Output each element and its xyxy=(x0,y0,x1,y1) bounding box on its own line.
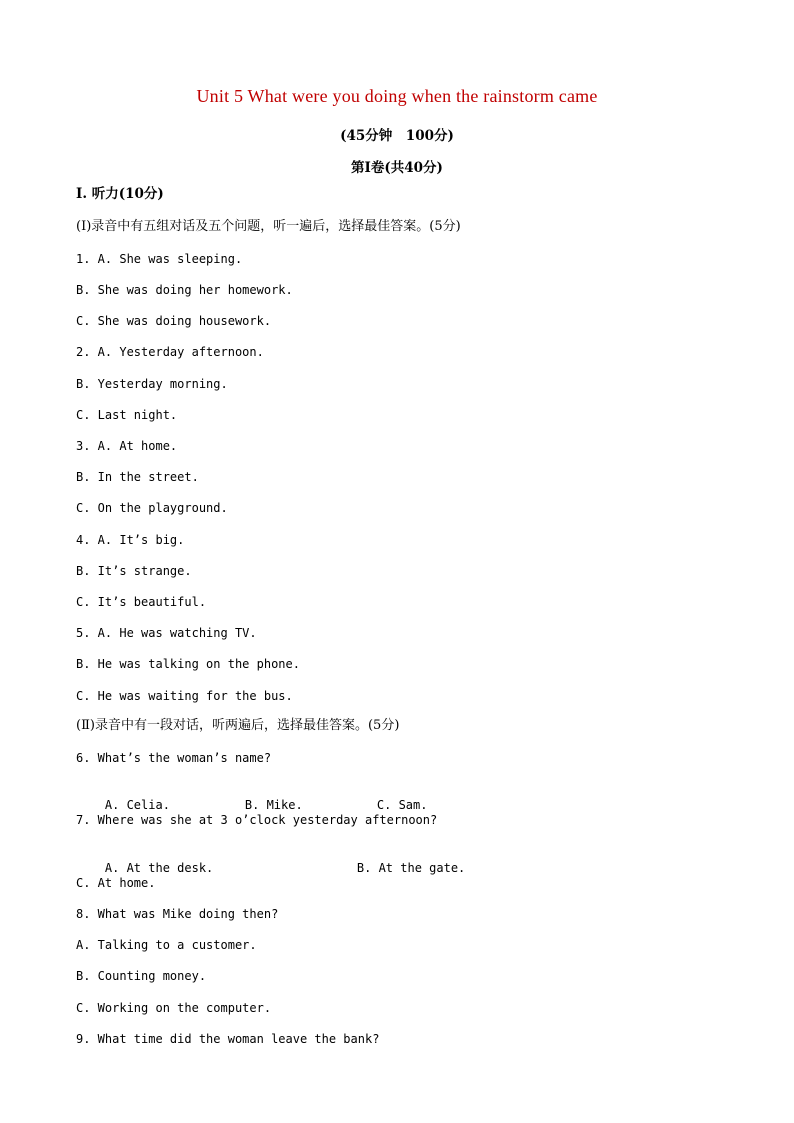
q4-option-a: 4. A. It’s big. xyxy=(76,533,185,547)
q6-option-a: A. Celia. xyxy=(104,798,170,812)
q8-stem: 8. What was Mike doing then? xyxy=(76,907,279,921)
q1-option-a: 1. A. She was sleeping. xyxy=(76,252,243,266)
q2-option-a: 2. A. Yesterday afternoon. xyxy=(76,345,264,359)
section-heading-listening: Ⅰ. 听力(10分) xyxy=(76,186,164,202)
q3-option-c: C. On the playground. xyxy=(76,501,228,515)
q8-option-c: C. Working on the computer. xyxy=(76,1001,272,1015)
part2-instruction: (Ⅱ)录音中有一段对话，听两遍后，选择最佳答案。(5分) xyxy=(76,718,400,733)
q1-option-b: B. She was doing her homework. xyxy=(76,283,293,297)
page-title: Unit 5 What were you doing when the rainstorm came xyxy=(196,86,598,106)
q6-option-c: C. Sam. xyxy=(376,798,428,812)
q6-option-b: B. Mike. xyxy=(244,798,303,812)
q4-option-c: C. It’s beautiful. xyxy=(76,595,207,609)
q5-option-b: B. He was talking on the phone. xyxy=(76,657,300,671)
volume-heading: 第Ⅰ卷(共40分) xyxy=(351,160,443,176)
q5-option-c: C. He was waiting for the bus. xyxy=(76,689,293,703)
time-score-info: (45分钟 100分) xyxy=(340,128,454,144)
q9-stem: 9. What time did the woman leave the bank? xyxy=(76,1032,380,1046)
q7-option-c: C. At home. xyxy=(76,876,156,890)
part1-instruction: (Ⅰ)录音中有五组对话及五个问题，听一遍后，选择最佳答案。(5分) xyxy=(76,219,461,234)
q3-option-a: 3. A. At home. xyxy=(76,439,178,453)
q7-option-b: B. At the gate. xyxy=(356,861,466,875)
q3-option-b: B. In the street. xyxy=(76,470,199,484)
q4-option-b: B. It’s strange. xyxy=(76,564,192,578)
q6-stem: 6. What’s the woman’s name? xyxy=(76,751,272,765)
q1-option-c: C. She was doing housework. xyxy=(76,314,272,328)
q7-option-a: A. At the desk. xyxy=(104,861,214,875)
q8-option-a: A. Talking to a customer. xyxy=(76,938,257,952)
q5-option-a: 5. A. He was watching TV. xyxy=(76,626,257,640)
q2-option-b: B. Yesterday morning. xyxy=(76,377,228,391)
q8-option-b: B. Counting money. xyxy=(76,969,207,983)
q7-stem: 7. Where was she at 3 o’clock yesterday afternoon? xyxy=(76,813,438,827)
q2-option-c: C. Last night. xyxy=(76,408,178,422)
